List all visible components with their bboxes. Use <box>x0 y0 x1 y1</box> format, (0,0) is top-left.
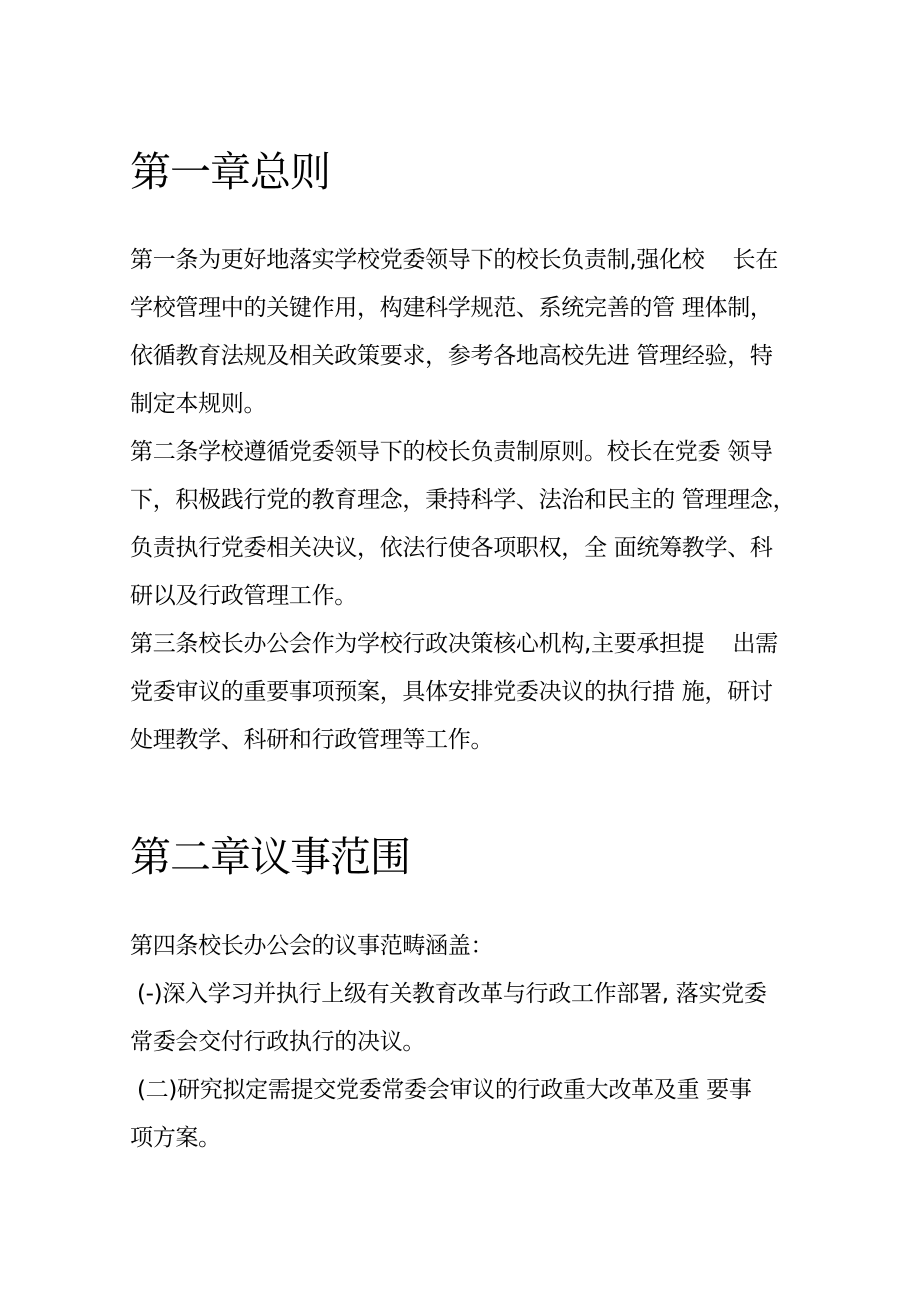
chapter-1-line-10: 党委审议的重要事项预案，具体安排党委决议的执行措 施，研讨 <box>130 679 773 705</box>
chapter-1-line-9: 第三条校长办公会作为学校行政决策核心机构,主要承担提 出需 <box>130 631 778 657</box>
chapter-2-line-4: (二)研究拟定需提交党委常委会审议的行政重大改革及重 要事 <box>130 1077 752 1103</box>
chapter-1-line-1: 第一条为更好地落实学校党委领导下的校长负责制,强化校 长在 <box>130 247 778 273</box>
chapter-1-line-7: 负责执行党委相关决议，依法行使各项职权，全 面统筹教学、科 <box>130 535 773 561</box>
chapter-1-title: 第一章总则 <box>130 148 330 196</box>
chapter-2-line-2: (-)深入学习并执行上级有关教育改革与行政工作部署, 落实党委 <box>130 981 767 1007</box>
chapter-2-line-1: 第四条校长办公会的议事范畴涵盖： <box>130 933 494 959</box>
chapter-1-line-8: 研以及行政管理工作。 <box>130 583 358 609</box>
chapter-2-line-3: 常委会交付行政执行的决议。 <box>130 1029 426 1055</box>
chapter-1-line-6: 下，积极践行党的教育理念，秉持科学、法治和民主的 管理理念， <box>130 487 796 513</box>
chapter-1-line-11: 处理教学、科研和行政管理等工作。 <box>130 727 494 753</box>
chapter-1-line-2: 学校管理中的关键作用，构建科学规范、系统完善的管 理体制， <box>130 295 773 321</box>
chapter-1-line-4: 制定本规则。 <box>130 391 267 417</box>
chapter-2-line-5: 项方案。 <box>130 1125 221 1151</box>
chapter-2-title: 第二章议事范围 <box>130 833 410 881</box>
chapter-1-line-3: 依循教育法规及相关政策要求，参考各地高校先进 管理经验，特 <box>130 343 773 369</box>
chapter-1-line-5: 第二条学校遵循党委领导下的校长负责制原则。校长在党委 领导 <box>130 439 773 465</box>
